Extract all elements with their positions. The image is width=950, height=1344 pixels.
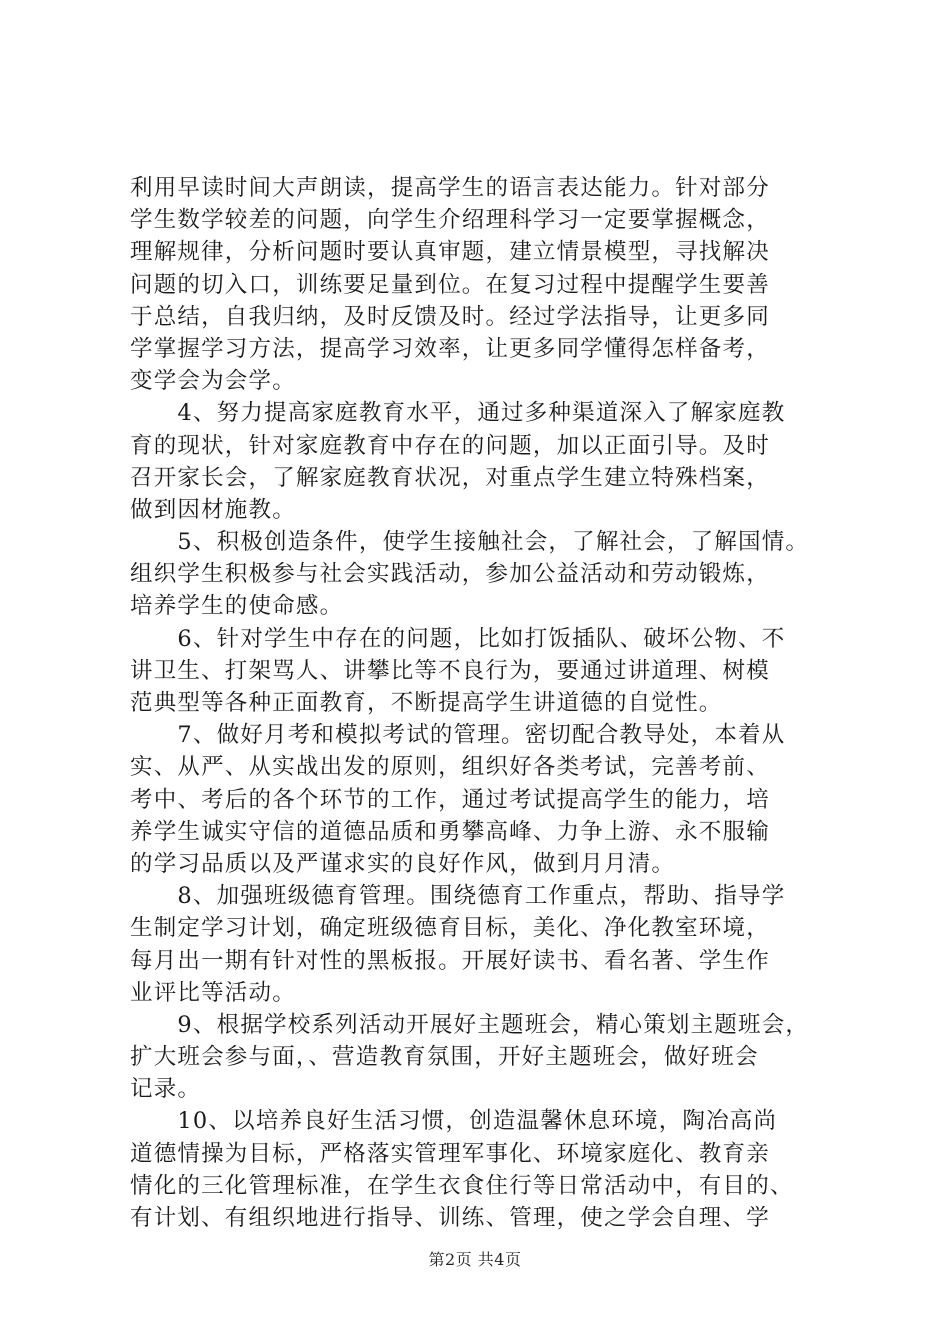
text-line: 学生数学较差的问题，向学生介绍理科学习一定要掌握概念， — [130, 207, 770, 234]
text-line: 生制定学习计划，确定班级德育目标，美化、净化教室环境， — [130, 915, 770, 942]
text-line: 育的现状，针对家庭教育中存在的问题，加以正面引导。及时 — [130, 432, 770, 459]
text-line: 实、从严、从实战出发的原则，组织好各类考试，完善考前、 — [130, 754, 770, 781]
text-line: 6、针对学生中存在的问题，比如打饭插队、破坏公物、不 — [130, 625, 786, 652]
text-line: 讲卫生、打架骂人、讲攀比等不良行为，要通过讲道理、树模 — [130, 657, 770, 684]
text-line: 有计划、有组织地进行指导、训练、管理，使之学会自理、学 — [130, 1205, 770, 1231]
text-line: 4、努力提高家庭教育水平，通过多种渠道深入了解家庭教 — [130, 400, 786, 427]
text-line: 组织学生积极参与社会实践活动，参加公益活动和劳动锻炼， — [130, 561, 770, 588]
body-text — [130, 172, 834, 1234]
text-line: 情化的三化管理标准，在学生衣食住行等日常活动中，有目的、 — [130, 1172, 794, 1199]
text-line: 7、做好月考和模拟考试的管理。密切配合教导处，本着从 — [130, 722, 786, 749]
text-line: 8、加强班级德育管理。围绕德育工作重点，帮助、指导学 — [130, 883, 786, 910]
text-line: 学掌握学习方法，提高学习效率，让更多同学懂得怎样备考， — [130, 335, 770, 362]
text-line: 养学生诚实守信的道德品质和勇攀高峰、力争上游、永不服输 — [130, 818, 770, 845]
text-line: 问题的切入口，训练要足量到位。在复习过程中提醒学生要善 — [130, 271, 770, 298]
text-line: 于总结，自我归纳，及时反馈及时。经过学法指导，让更多同 — [130, 303, 770, 330]
text-line: 每月出一期有针对性的黑板报。开展好读书、看名著、学生作 — [130, 947, 770, 974]
text-line: 业评比等活动。 — [130, 979, 296, 1006]
text-line: 考中、考后的各个环节的工作，通过考试提高学生的能力，培 — [130, 786, 770, 813]
text-line: 扩大班会参与面，、营造教育氛围，开好主题班会，做好班会 — [130, 1044, 759, 1071]
text-line: 召开家长会，了解家庭教育状况，对重点学生建立特殊档案， — [130, 464, 770, 491]
text-line: 做到因材施教。 — [130, 496, 296, 523]
text-line: 利用早读时间大声朗读，提高学生的语言表达能力。针对部分 — [130, 175, 770, 201]
text-line: 培养学生的使命感。 — [130, 593, 344, 620]
text-line: 5、积极创造条件，使学生接触社会，了解社会，了解国情。 — [130, 529, 810, 556]
text-line: 9、根据学校系列活动开展好主题班会，精心策划主题班会， — [130, 1011, 810, 1038]
page-footer: 第2页 共4页 — [428, 1250, 522, 1269]
text-line: 理解规律，分析问题时要认真审题，建立情景模型，寻找解决 — [130, 239, 770, 266]
text-line: 道德情操为目标，严格落实管理军事化、环境家庭化、教育亲 — [130, 1140, 770, 1167]
text-line: 范典型等各种正面教育，不断提高学生讲道德的自觉性。 — [130, 690, 723, 716]
text-line: 记录。 — [130, 1076, 202, 1103]
text-line: 的学习品质以及严谨求实的良好作风，做到月月清。 — [130, 850, 676, 877]
text-line: 变学会为会学。 — [130, 368, 296, 395]
text-line: 10、以培养良好生活习惯，创造温馨休息环境，陶冶高尚 — [130, 1108, 778, 1135]
